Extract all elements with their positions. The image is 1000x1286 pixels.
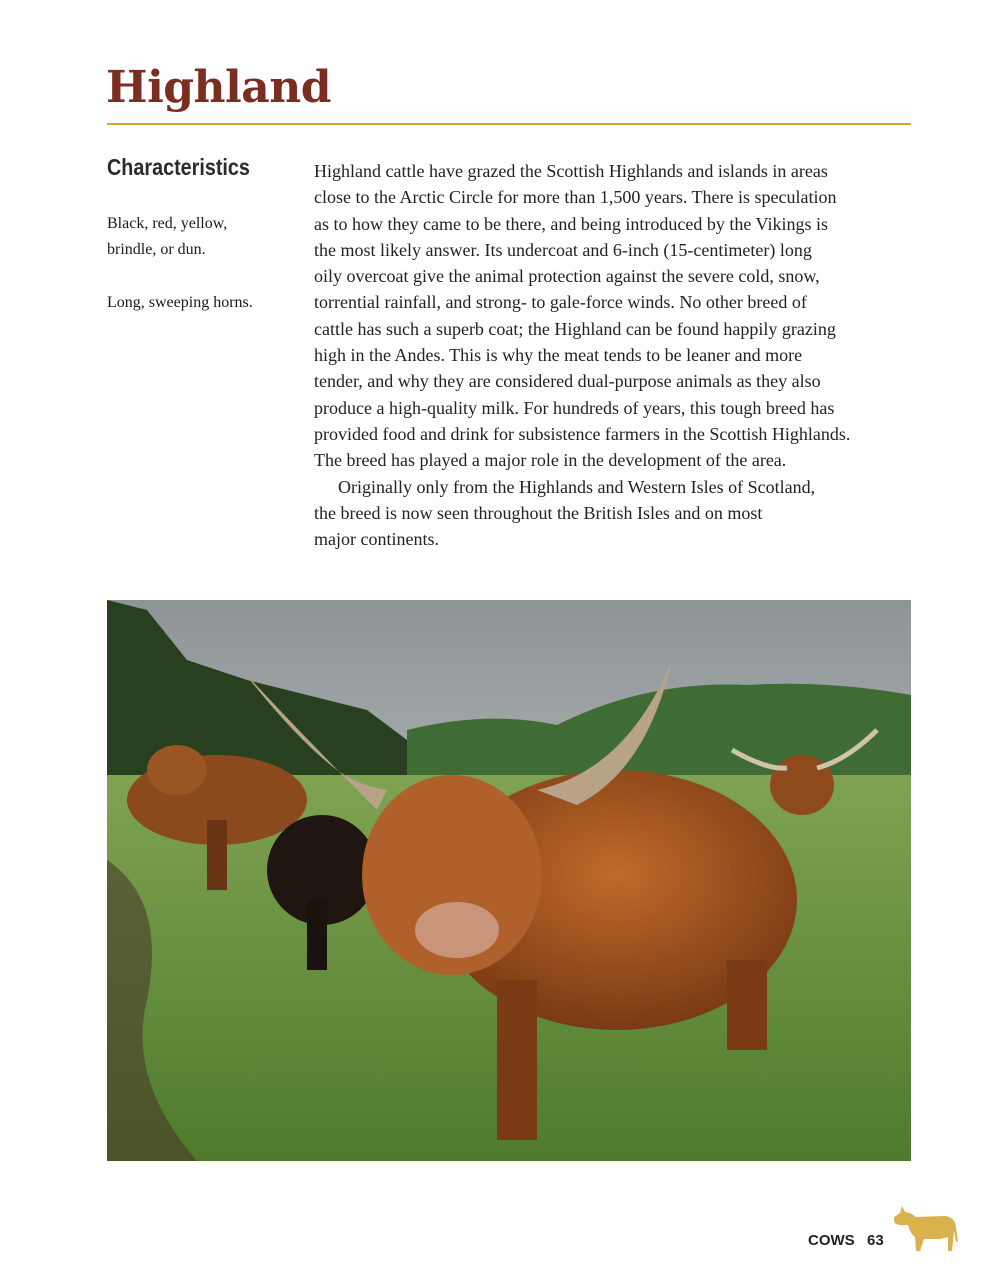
body-text (314, 158, 924, 552)
body-line: major continents. (314, 529, 439, 550)
body-line: close to the Arctic Circle for more than 1,500 years. There is speculation (314, 187, 837, 208)
page-title: Highland (106, 62, 332, 113)
body-line: tender, and why they are considered dual-purpose animals as they also (314, 371, 821, 392)
body-line: produce a high-quality milk. For hundreds of years, this tough breed has (314, 397, 835, 418)
sidebar-item (107, 290, 253, 316)
cow-icon (890, 1203, 960, 1255)
body-line: Highland cattle have grazed the Scottish Highlands and islands in areas (314, 161, 828, 181)
sidebar-line: Long, sweeping horns. (107, 294, 253, 311)
body-line: oily overcoat give the animal protection against the severe cold, snow, (314, 266, 820, 287)
body-line: torrential rainfall, and strong- to gale-force winds. No other breed of (314, 292, 807, 313)
body-line: high in the Andes. This is why the meat tends to be leaner and more (314, 345, 803, 366)
sidebar-line: brindle, or dun. (107, 241, 206, 258)
sidebar-line: Black, red, yellow, (107, 215, 228, 232)
sidebar-heading: Characteristics (107, 154, 250, 180)
paragraph (314, 158, 924, 474)
sidebar-item (107, 211, 227, 263)
body-line: as to how they came to be there, and being introduced by the Vikings is (314, 213, 828, 234)
page-number: 63 (867, 1232, 884, 1249)
body-line: cattle has such a superb coat; the Highland can be found happily grazing (314, 318, 836, 339)
title-divider (107, 123, 911, 125)
highland-cattle-photo (107, 600, 911, 1161)
body-line: the most likely answer. Its undercoat and 6-inch (15-centimeter) long (314, 239, 812, 260)
body-line: the breed is now seen throughout the British Isles and on most (314, 502, 763, 523)
paragraph (314, 474, 924, 553)
section-label: COWS (808, 1232, 855, 1249)
body-line: Originally only from the Highlands and Western Isles of Scotland, (338, 476, 816, 497)
body-line: The breed has played a major role in the development of the area. (314, 450, 787, 471)
body-line: provided food and drink for subsistence farmers in the Scottish Highlands. (314, 423, 851, 444)
